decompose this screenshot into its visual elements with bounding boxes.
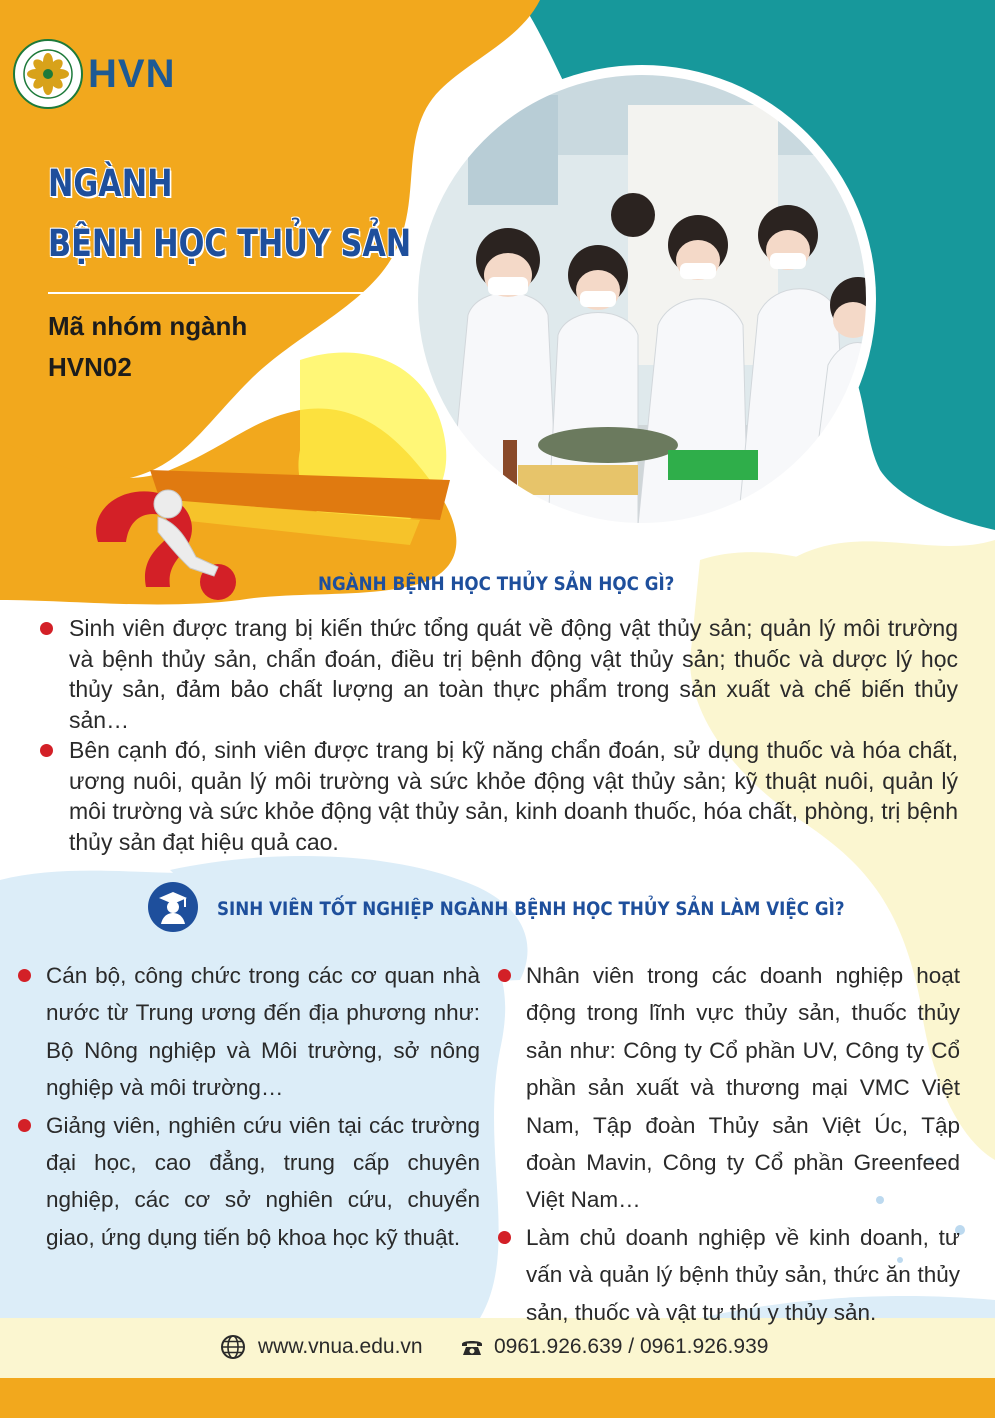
section1-list (38, 613, 958, 857)
lab-photo (408, 65, 876, 533)
list-item: Sinh viên được trang bị kiến thức tổng quát về động vật thủy sản; quản lý môi trường và bệnh thủy sản, chẩn đoán, điều trị bệnh động vật thủy sản; thuốc và dược lý học thủy sản, đảm bảo chất lượng an toàn thực phẩm trong sản xuất và chế biến thủy sản… (38, 613, 958, 735)
section1-heading: NGÀNH BỆNH HỌC THỦY SẢN HỌC GÌ? (318, 573, 675, 595)
group-label: Mã nhóm ngành (48, 311, 248, 341)
website-text[interactable]: www.vnua.edu.vn (258, 1335, 423, 1358)
bullet-dot (40, 622, 53, 635)
group-code: HVN02 (48, 352, 132, 382)
list-item: Cán bộ, công chức trong các cơ quan nhà nước từ Trung ương đến địa phương như: Bộ Nông nghiệp và Môi trường, sở nông nghiệp và môi trường… (18, 957, 480, 1107)
university-logo (12, 38, 84, 110)
globe-icon (220, 1334, 246, 1360)
footer-website[interactable] (220, 1328, 423, 1366)
bullet-dot (40, 744, 53, 757)
list-item: Bên cạnh đó, sinh viên được trang bị kỹ năng chẩn đoán, sử dụng thuốc và hóa chất, ương nuôi, quản lý môi trường và sức khỏe động vật thủy sản; kỹ thuật nuôi, quản lý môi trường và sức khỏe động vật thủy sản, kinh doanh thuốc, hóa chất, phòng, trị bệnh thủy sản đạt hiệu quả cao. (38, 735, 958, 857)
title-line2: BỆNH HỌC THỦY SẢN (48, 222, 412, 265)
graduate-icon (147, 881, 199, 933)
phone-icon (460, 1337, 484, 1357)
brand-name: HVN (88, 52, 176, 96)
question-mark-figure (78, 472, 258, 602)
list-item: Nhân viên trong các doanh nghiệp hoạt động trong lĩnh vực thủy sản, thuốc thủy sản như: Công ty Cổ phần UV, Công ty Cổ phần sản xuất và thương mại VMC Việt Nam, Tập đoàn Thủy sản Việt Úc, Tập đoàn Mavin, Công ty Cổ phần Greenfeed Việt Nam… (498, 957, 960, 1219)
list-item: Giảng viên, nghiên cứu viên tại các trường đại học, cao đẳng, trung cấp chuyên nghiệp, các cơ sở nghiên cứu, chuyển giao, ứng dụng tiến bộ khoa học kỹ thuật. (18, 1107, 480, 1257)
footer-phone[interactable] (460, 1328, 768, 1366)
section2-right-list (498, 957, 960, 1331)
section2-heading: SINH VIÊN TỐT NGHIỆP NGÀNH BỆNH HỌC THỦY SẢN LÀM VIỆC GÌ? (217, 898, 845, 920)
title-divider (48, 292, 378, 294)
title-line1: NGÀNH (48, 162, 173, 205)
list-item: Làm chủ doanh nghiệp về kinh doanh, tư vấn và quản lý bệnh thủy sản, thức ăn thủy sản, thuốc và vật tư thú y thủy sản. (498, 1219, 960, 1331)
bullet-dot (498, 1231, 511, 1244)
section2-left-list (18, 957, 480, 1256)
bullet-dot (18, 969, 31, 982)
phone-text[interactable]: 0961.926.639 / 0961.926.939 (494, 1335, 769, 1358)
bullet-dot (498, 969, 511, 982)
bullet-dot (18, 1119, 31, 1132)
